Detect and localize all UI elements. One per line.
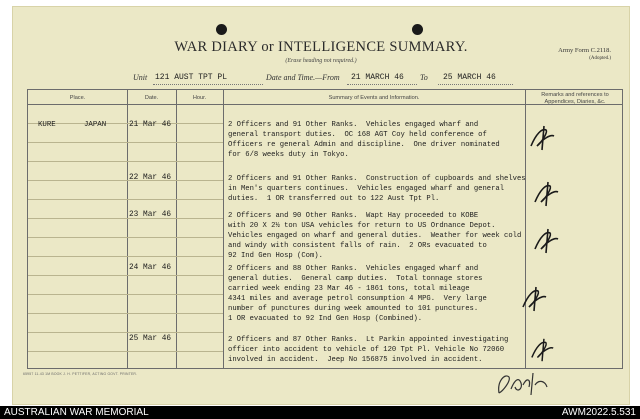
unit-value: 121 AUST TPT PL xyxy=(155,73,228,82)
row-rule xyxy=(28,199,223,200)
entry-summary: 2 Officers and 90 Other Ranks. Wapt Hay proceeded to KOBE with 20 X 2½ ton USA vehicles for return to US Ordnance Depot. Vehicles engaged on wharf and general duties. Weather for week cold and windy with consistent falls of rain. 2 ORs evacuated to 92 Ind Gen Hosp (Com). xyxy=(228,212,522,260)
entry-summary: 2 Officers and 87 Other Ranks. Lt Parkin appointed investigating officer into accident to vehicle of 120 Tpt Pl. Vehicle No 72060 involved in accident. Jeep No 156875 involved in accident. xyxy=(228,336,509,364)
document-subtitle: (Erase heading not required.) xyxy=(285,58,357,64)
archive-name: AUSTRALIAN WAR MEMORIAL xyxy=(4,407,149,418)
signature xyxy=(493,367,553,399)
initials-mark xyxy=(528,337,558,363)
date-to-label: To xyxy=(420,73,428,82)
army-form-sub: (Adopted.) xyxy=(589,56,611,61)
punch-hole xyxy=(216,24,227,35)
row-rule xyxy=(28,332,223,333)
column-divider xyxy=(127,90,128,368)
initials-mark xyxy=(532,227,562,255)
diary-page xyxy=(12,6,630,405)
army-form-number: Army Form C.2118. xyxy=(558,47,611,54)
row-rule xyxy=(28,161,223,162)
initials-mark xyxy=(532,180,562,208)
date-to: 25 MARCH 46 xyxy=(443,73,496,82)
row-rule xyxy=(28,351,223,352)
entry-date: 25 Mar 46 xyxy=(129,335,172,343)
army-form-label xyxy=(558,47,611,63)
punch-hole xyxy=(412,24,423,35)
entry-summary: 2 Officers and 91 Other Ranks. Construction of cupboards and shelves in Men's quarters continues. Vehicles engaged wharf and general duties. 1 OR transferred out to 122 Aust Tpt Pl. xyxy=(228,175,526,203)
entry-date: 22 Mar 46 xyxy=(129,174,172,182)
unit-line xyxy=(13,73,629,87)
entry-date: 23 Mar 46 xyxy=(129,211,172,219)
place-country: JAPAN xyxy=(84,121,107,129)
entry-date: 24 Mar 46 xyxy=(129,264,172,272)
column-divider xyxy=(223,90,224,368)
archive-band xyxy=(0,406,640,419)
date-from-rule xyxy=(347,84,417,85)
row-rule xyxy=(28,180,223,181)
header-hour: Hour. xyxy=(192,95,207,101)
header-place: Place. xyxy=(69,95,86,101)
row-rule xyxy=(28,294,223,295)
archive-reference: AWM2022.5.531 xyxy=(561,407,636,418)
place-city: KURE xyxy=(38,121,56,129)
row-rule xyxy=(28,237,223,238)
printer-note: 65957 11-43 1M BOOK J. H. PETTIFER, ACTING GOVT. PRINTER. xyxy=(23,372,138,376)
diary-table xyxy=(27,89,623,369)
row-rule xyxy=(28,123,223,124)
entry-summary: 2 Officers and 91 Other Ranks. Vehicles engaged wharf and general transport duties. OC 168 AGT Coy held conference of Officers re general Admin and discipline. One driver nominated for 6/8 weeks duty in Tokyo. xyxy=(228,121,500,159)
entry-summary: 2 Officers and 88 Other Ranks. Vehicles engaged wharf and general duties. General camp duties. Total tonnage stores carried week ending 23 Mar 46 - 1861 tons, total mileage 4341 miles and average petrol consumption 4 MPG. Very large number of punctures during week amounted to 101 punctures. 1 OR evacuated to 92 Ind Gen Hosp (Combined). xyxy=(228,265,487,323)
row-rule xyxy=(28,313,223,314)
row-rule xyxy=(28,218,223,219)
unit-rule xyxy=(153,84,263,85)
date-from: 21 MARCH 46 xyxy=(351,73,404,82)
initials-mark xyxy=(520,285,550,313)
row-rule xyxy=(28,256,223,257)
entry-date: 21 Mar 46 xyxy=(129,121,172,129)
column-divider xyxy=(176,90,177,368)
date-to-rule xyxy=(438,84,513,85)
row-rule xyxy=(28,142,223,143)
header-date: Date. xyxy=(144,95,159,101)
header-remarks: Remarks and references to Appendices, Diaries, &c. xyxy=(541,92,609,105)
row-rule xyxy=(28,275,223,276)
unit-label: Unit xyxy=(133,73,148,82)
header-summary: Summary of Events and Information. xyxy=(328,95,420,101)
date-label: Date and Time.—From xyxy=(266,73,340,82)
document-title: WAR DIARY or INTELLIGENCE SUMMARY. xyxy=(174,39,468,55)
initials-mark xyxy=(528,124,558,152)
